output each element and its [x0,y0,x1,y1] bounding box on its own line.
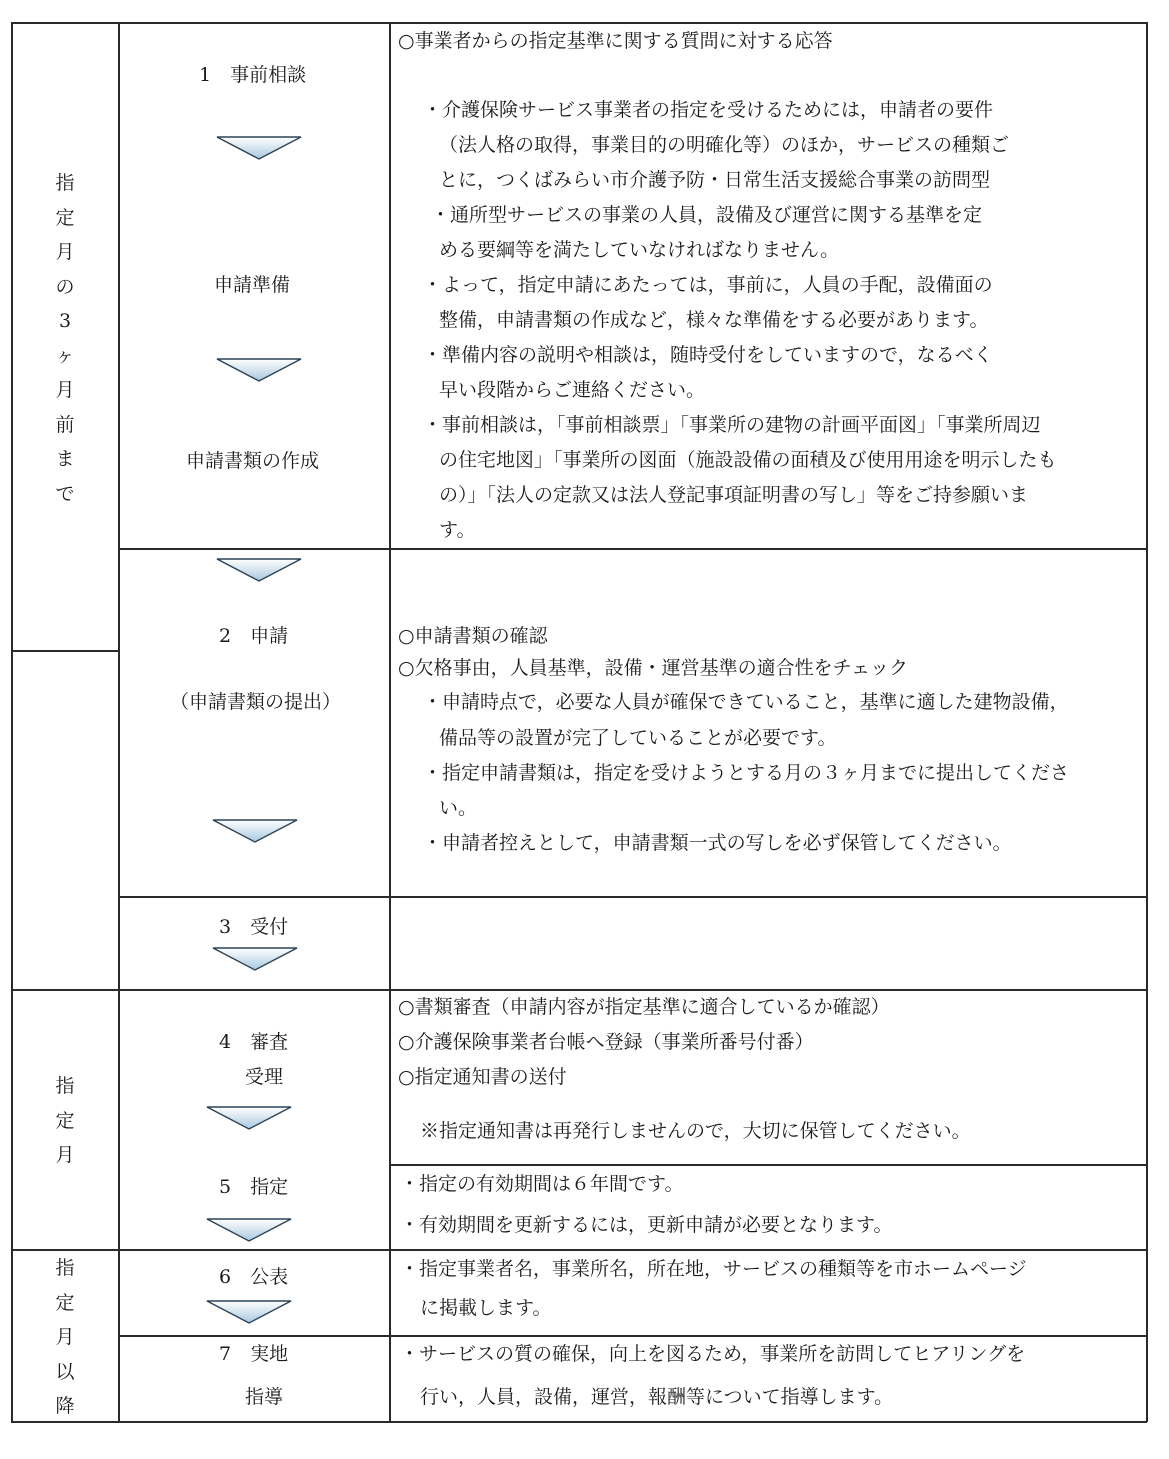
step-1-label: 1 事前相談 [199,64,307,86]
detail-line: い。 [439,797,478,819]
table-border-left [11,22,13,1422]
period-label-before [50,166,80,511]
row-divider-3 [118,989,1147,991]
step-docs-label: 申請書類の作成 [186,450,320,472]
down-arrow-icon [216,136,302,160]
step-7-sub-label: 指導 [245,1386,284,1408]
detail-line: の）」「法人の定款又は法人登記事項証明書の写し」等をご持参願いま [439,484,1029,506]
period-text: 指定月 [55,1075,75,1166]
down-arrow-icon [216,558,302,582]
step-6-label: 6 公表 [219,1266,289,1288]
period-text: 指定月以降 [55,1257,75,1417]
detail-line: ○指定通知書の送付 [398,1066,567,1088]
detail-line: ・申請時点で，必要な人員が確保できていること，基準に適した建物設備， [423,691,1069,713]
detail-line: の住宅地図」「事業所の図面（施設設備の面積及び使用用途を明示したも [439,449,1057,471]
step-4-sub-label: 受理 [245,1066,284,1088]
step-2-label: 2 申請 [219,625,289,647]
down-arrow-icon [206,1218,292,1242]
detail-line: ○申請書類の確認 [398,625,548,647]
detail-line: ・指定の有効期間は６年間です。 [400,1173,684,1195]
period-text: 指定月の3ヶ月前まで [55,172,75,505]
down-arrow-icon [212,819,298,843]
left-divider-1 [11,650,119,652]
column-divider-2 [389,22,391,1422]
detail-line: ・有効期間を更新するには，更新申請が必要となります。 [400,1214,893,1236]
table-border-bottom [11,1421,1147,1423]
period-label-after [50,1251,80,1424]
row-divider-1 [118,548,1147,550]
table-border-top [11,22,1147,24]
step-4-label: 4 審査 [219,1031,289,1053]
detail-line: 早い段階からご連絡ください。 [439,379,706,401]
detail-line: ○事業者からの指定基準に関する質問に対する応答 [398,30,833,52]
detail-line: とに，つくばみらい市介護予防・日常生活支援総合事業の訪問型 [439,169,991,191]
step-prep-label: 申請準備 [214,274,291,296]
row-divider-5 [118,1249,1147,1251]
detail-line: ○書類審査（申請内容が指定基準に適合しているか確認） [398,996,890,1018]
column-divider-1 [118,22,120,1422]
step-5-label: 5 指定 [219,1176,289,1198]
detail-line: ※指定通知書は再発行しませんので，大切に保管してください。 [420,1120,971,1142]
detail-line: ・申請者控えとして，申請書類一式の写しを必ず保管してください。 [423,832,1012,854]
step-7-label: 7 実地 [219,1343,289,1365]
table-border-right [1146,22,1148,1422]
detail-line: （法人格の取得，事業目的の明確化等）のほか，サービスの種類ご [439,134,1010,156]
row-divider-2 [118,896,1147,898]
detail-line: ・介護保険サービス事業者の指定を受けるためには，申請者の要件 [423,99,994,121]
detail-line: ・サービスの質の確保，向上を図るため，事業所を訪問してヒアリングを [400,1343,1026,1365]
detail-line: ・指定申請書類は，指定を受けようとする月の３ヶ月までに提出してくださ [423,762,1070,784]
detail-line: ・準備内容の説明や相談は，随時受付をしていますので，なるべく [423,344,993,366]
detail-line: ○介護保険事業者台帳へ登録（事業所番号付番） [398,1031,814,1053]
detail-line: 行い，人員，設備，運営，報酬等について指導します。 [420,1386,894,1408]
down-arrow-icon [216,358,302,382]
period-label-month [50,1069,80,1173]
down-arrow-icon [206,1106,292,1130]
down-arrow-icon [206,1300,292,1324]
row-divider-4 [389,1164,1147,1166]
detail-line: める要綱等を満たしていなければなりません。 [439,239,840,261]
detail-line: ・よって，指定申請にあたっては，事前に，人員の手配，設備面の [423,274,993,296]
step-3-label: 3 受付 [219,916,289,938]
detail-line: 整備，申請書類の作成など，様々な準備をする必要があります。 [439,309,989,331]
detail-line: に掲載します。 [420,1297,552,1319]
detail-line: ・通所型サービスの事業の人員，設備及び運営に関する基準を定 [431,204,983,226]
row-divider-6 [118,1335,1147,1337]
left-divider-2 [11,989,119,991]
step-2-sub-label: （申請書類の提出） [170,691,342,713]
detail-line: ・指定事業者名，事業所名，所在地，サービスの種類等を市ホームページ [400,1258,1027,1280]
detail-line: す。 [439,519,476,541]
detail-line: ○欠格事由，人員基準，設備・運営基準の適合性をチェック [398,657,909,679]
detail-line: 備品等の設置が完了していることが必要です。 [439,727,837,749]
detail-line: ・事前相談は，「事前相談票」「事業所の建物の計画平面図」「事業所周辺 [423,414,1041,436]
down-arrow-icon [212,947,298,971]
